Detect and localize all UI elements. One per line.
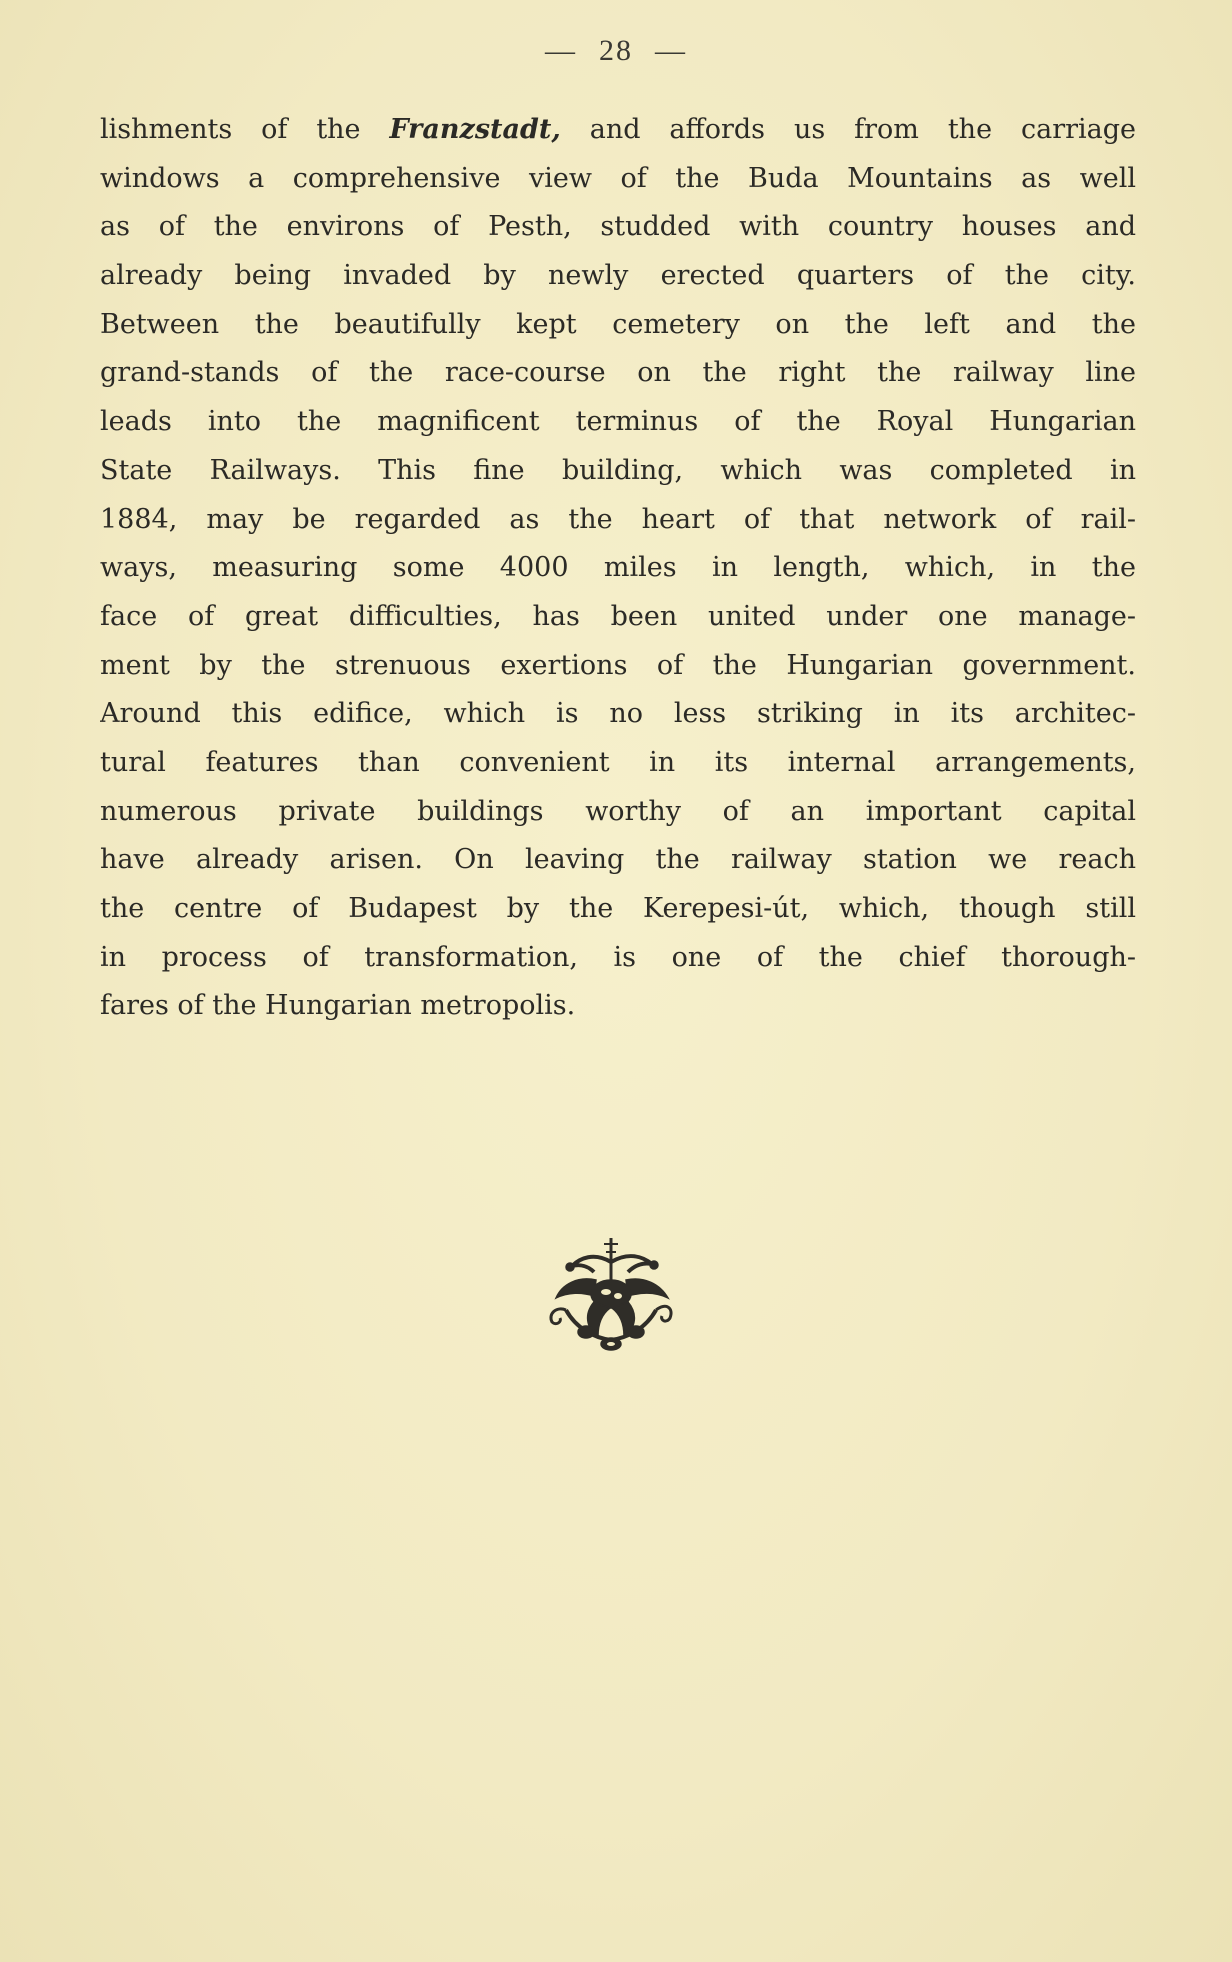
text-line: 1884, may be regarded as the heart of that network of rail-	[100, 503, 1136, 535]
text-line: Around this edifice, which is no less striking in its architec-	[100, 698, 1136, 730]
text-line: already being invaded by newly erected quarters of the city.	[100, 260, 1136, 292]
text-line: face of great difficulties, has been united under one manage-	[100, 600, 1136, 632]
text-line	[100, 106, 1136, 155]
text-line: have already arisen. On leaving the railway station we reach	[100, 844, 1136, 876]
page-number: 28	[599, 34, 633, 67]
text-line: numerous private buildings worthy of an important capital	[100, 795, 1136, 827]
left-dash: —	[545, 34, 577, 67]
italic-place-name: Franzstadt,	[389, 114, 561, 145]
text-line: ways, measuring some 4000 miles in length, which, in the	[100, 552, 1136, 584]
paragraph	[100, 106, 1136, 1031]
text-span: and affords us from the carriage	[560, 114, 1136, 145]
floral-vignette-icon	[536, 1232, 686, 1352]
text-line: tural features than convenient in its internal arrangements,	[100, 746, 1136, 778]
text-line: as of the environs of Pesth, studded with country houses and	[100, 211, 1136, 243]
right-dash: —	[655, 34, 687, 67]
text-line: Between the beautifully kept cemetery on the left and the	[100, 308, 1136, 340]
text-span: lishments of the	[100, 114, 390, 145]
text-line: ment by the strenuous exertions of the Hungarian government.	[100, 649, 1136, 681]
text-line: grand-stands of the race-course on the right the railway line	[100, 357, 1136, 389]
text-line: State Railways. This fine building, which was completed in	[100, 454, 1136, 486]
text-line: in process of transformation, is one of the chief thorough-	[100, 941, 1136, 973]
page-header	[0, 34, 1232, 68]
text-line-last: fares of the Hungarian metropolis.	[100, 990, 576, 1022]
text-line: the centre of Budapest by the Kerepesi-út, which, though still	[100, 893, 1136, 924]
text-line: windows a comprehensive view of the Buda Mountains as well	[100, 162, 1136, 194]
text-line: leads into the magnificent terminus of the Royal Hungarian	[100, 406, 1136, 438]
